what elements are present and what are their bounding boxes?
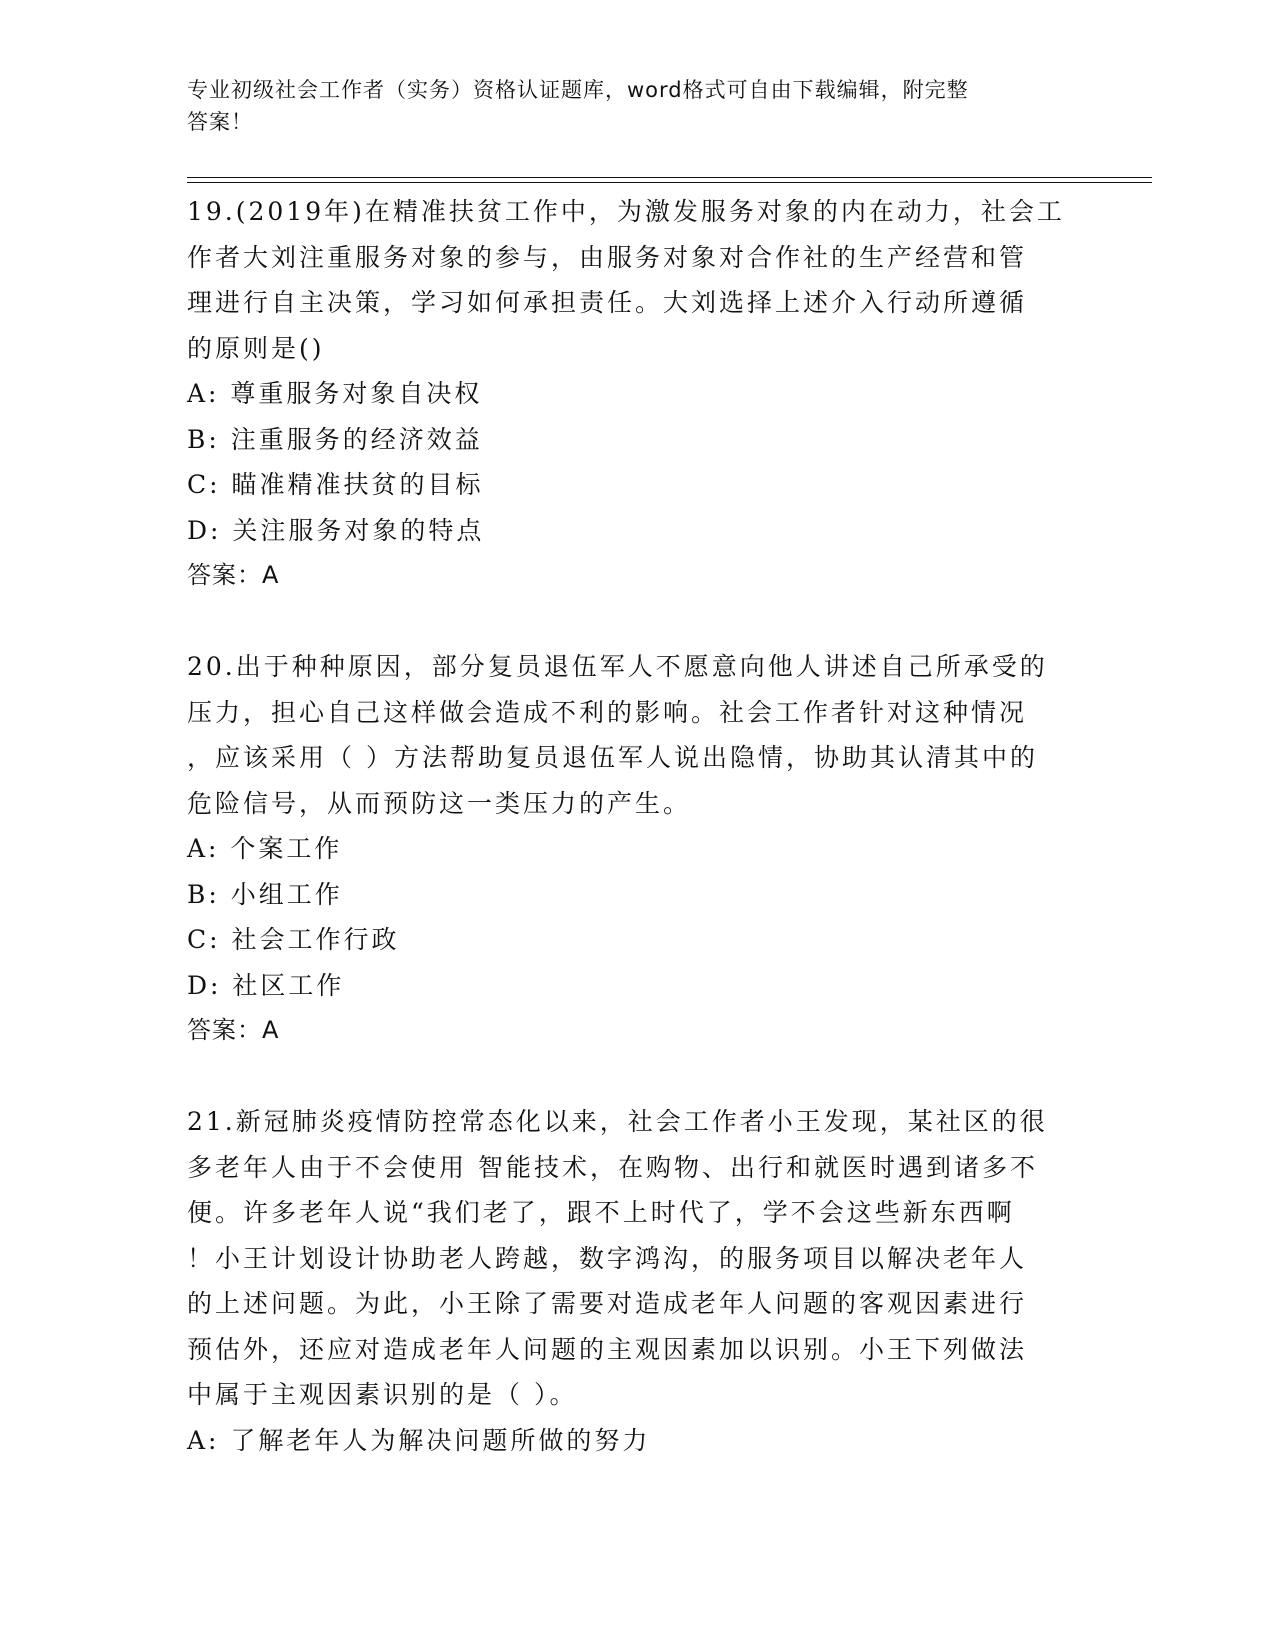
option-a: A: 了解老年人为解决问题所做的努力: [187, 1425, 651, 1455]
option-d: D: 关注服务对象的特点: [187, 515, 485, 545]
option-d: D: 社区工作: [187, 970, 345, 1000]
header-divider-bottom: [187, 182, 1152, 183]
stem-line: 的原则是(): [187, 333, 325, 363]
stem-line: 预估外，还应对造成老年人问题的主观因素加以识别。小王下列做法: [187, 1334, 1028, 1364]
stem-line: 的上述问题。为此，小王除了需要对造成老年人问题的客观因素进行: [187, 1289, 1028, 1318]
stem-line: 多老年人由于不会使用 智能技术，在购物、出行和就医时遇到诸多不: [187, 1152, 1038, 1182]
stem-line: 理进行自主决策，学习如何承担责任。大刘选择上述介入行动所遵循: [187, 288, 1028, 317]
stem-line: 中属于主观因素识别的是（ ）。: [187, 1380, 578, 1409]
answer-line: 答案：A: [187, 561, 280, 589]
document-header: [187, 74, 1087, 138]
stem-line: 便。许多老年人说“我们老了，跟不上时代了，学不会这些新东西啊: [187, 1198, 1015, 1227]
answer-line: 答案：A: [187, 1016, 280, 1044]
option-a: A: 尊重服务对象自决权: [187, 379, 483, 408]
header-divider-top: [187, 177, 1152, 178]
question-20: [187, 644, 1087, 1053]
stem-line: 20.出于种种原因，部分复员退伍军人不愿意向他人讲述自己所承受的: [187, 652, 1048, 681]
stem-line: 压力，担心自己这样做会造成不利的影响。社会工作者针对这种情况: [187, 697, 1028, 727]
stem-line: ！小王计划设计协助老人跨越，数字鸿沟，的服务项目以解决老年人: [187, 1243, 1028, 1273]
stem-line: ，应该采用（ ）方法帮助复员退伍军人说出隐情，协助其认清其中的: [187, 743, 1038, 772]
stem-line: 危险信号，从而预防这一类压力的产生。: [187, 788, 692, 818]
question-21: [187, 1099, 1087, 1463]
stem-line: 作者大刘注重服务对象的参与，由服务对象对合作社的生产经营和管: [187, 242, 1028, 272]
stem-line: 21.新冠肺炎疫情防控常态化以来，社会工作者小王发现，某社区的很: [187, 1107, 1048, 1136]
option-c: C: 瞄准精准扶贫的目标: [187, 470, 484, 499]
header-line-2: 答案！: [187, 110, 253, 134]
option-a: A: 个案工作: [187, 834, 343, 863]
question-19: [187, 189, 1087, 598]
stem-line: 19.(2019年)在精准扶贫工作中，为激发服务对象的内在动力，社会工: [187, 197, 1065, 226]
option-b: B: 注重服务的经济效益: [187, 424, 483, 454]
option-b: B: 小组工作: [187, 879, 343, 909]
option-c: C: 社会工作行政: [187, 925, 400, 954]
header-line-1: 专业初级社会工作者（实务）资格认证题库，word格式可自由下载编辑，附完整: [187, 78, 969, 102]
question-stem: [187, 644, 1087, 826]
question-stem: [187, 1099, 1087, 1418]
question-stem: [187, 189, 1087, 371]
